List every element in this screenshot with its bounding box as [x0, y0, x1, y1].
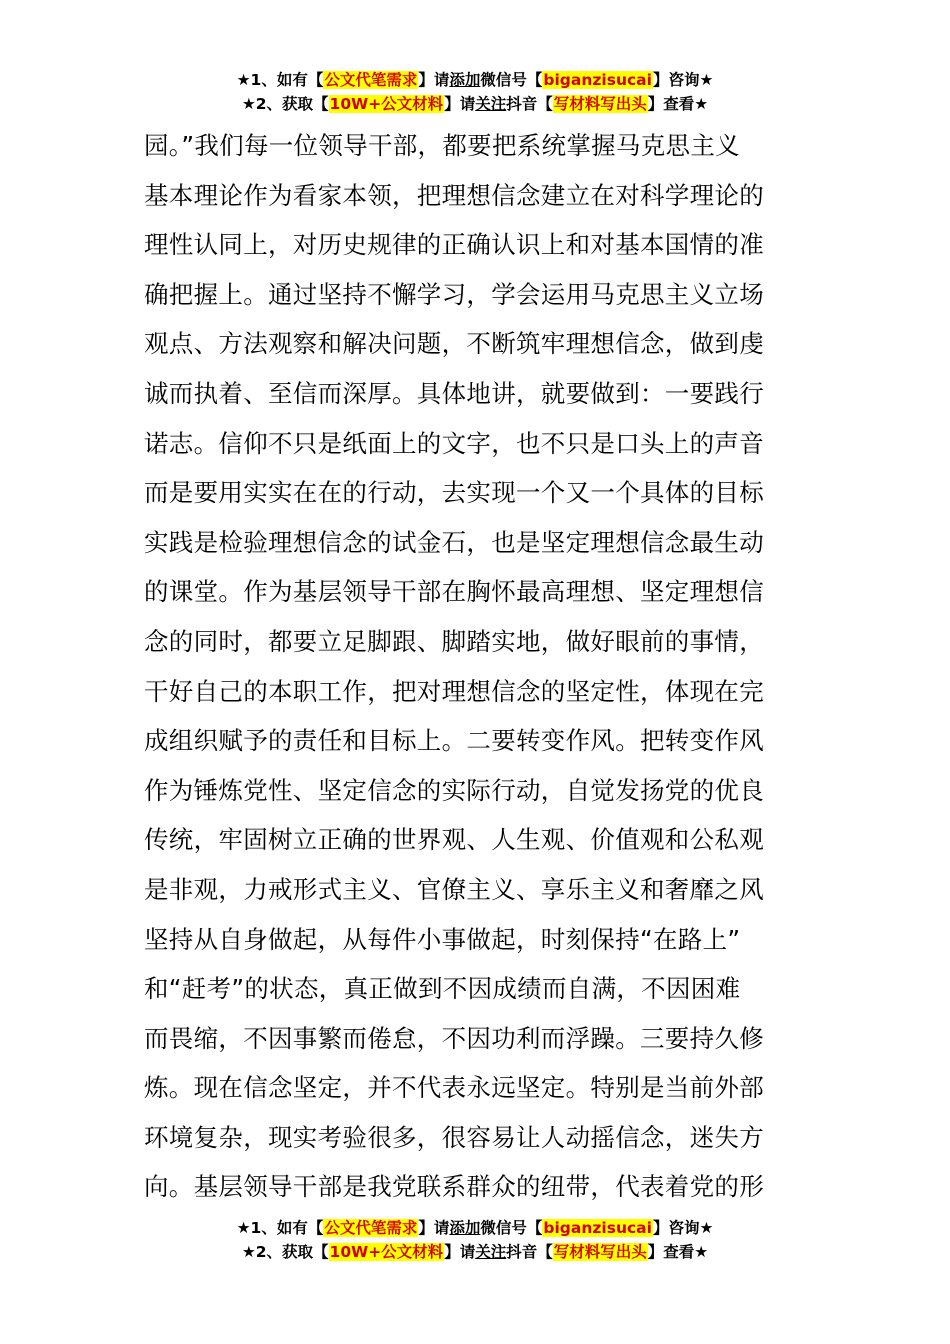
- body-line: 向。基层领导干部是我党联系群众的纽带，代表着党的形: [144, 1172, 764, 1202]
- banner-emphasis: 添加: [449, 1219, 481, 1237]
- body-line: 念的同时，都要立足脚跟、脚踏实地，做好眼前的事情，: [144, 626, 764, 656]
- body-line: 诺志。信仰不只是纸面上的文字，也不只是口头上的声音: [144, 428, 764, 458]
- banner-highlight: 公文代笔需求: [324, 1219, 418, 1237]
- body-line: 理性认同上，对历史规律的正确认识上和对基本国情的准: [144, 230, 764, 260]
- banner-line-2: [0, 1240, 950, 1264]
- banner-emphasis: 关注: [475, 1243, 507, 1261]
- body-line: 确把握上。通过坚持不懈学习，学会运用马克思主义立场: [144, 279, 764, 309]
- banner-highlight: biganzisucai: [543, 1219, 652, 1237]
- body-line: 炼。现在信念坚定，并不代表永远坚定。特别是当前外部: [144, 1073, 764, 1103]
- body-line: 诚而执着、至信而深厚。具体地讲，就要做到：一要践行: [144, 378, 764, 408]
- banner-text: 】咨询★: [652, 1219, 714, 1237]
- banner-line-2: [0, 92, 950, 116]
- banner-text: ★2、获取【: [241, 1243, 329, 1261]
- footer-banner: [0, 1216, 950, 1264]
- body-line: 和“赶考”的状态，真正做到不因成绩而自满，不因困难: [144, 974, 741, 1004]
- body-line: 基本理论作为看家本领，把理想信念建立在对科学理论的: [144, 180, 764, 210]
- banner-text: 】请: [418, 1219, 450, 1237]
- banner-text: ★2、获取【: [241, 95, 329, 113]
- banner-highlight: biganzisucai: [543, 71, 652, 89]
- banner-text: 微信号【: [480, 71, 543, 89]
- body-line: 环境复杂，现实考验很多，很容易让人动摇信念，迷失方: [144, 1122, 764, 1152]
- body-line: 观点、方法观察和解决问题，不断筑牢理想信念，做到虔: [144, 329, 764, 359]
- header-banner: [0, 68, 950, 116]
- banner-text: 】查看★: [647, 1243, 709, 1261]
- body-line: 干好自己的本职工作，把对理想信念的坚定性，体现在完: [144, 676, 764, 706]
- banner-text: 】查看★: [647, 95, 709, 113]
- banner-highlight: 10W+公文材料: [329, 1243, 444, 1261]
- banner-highlight: 写材料写出头: [553, 95, 647, 113]
- banner-text: 】请: [444, 95, 476, 113]
- banner-text: 抖音【: [506, 95, 553, 113]
- banner-emphasis: 添加: [449, 71, 481, 89]
- banner-emphasis: 关注: [475, 95, 507, 113]
- body-line: 成组织赋予的责任和目标上。二要转变作风。把转变作风: [144, 726, 764, 756]
- banner-highlight: 10W+公文材料: [329, 95, 444, 113]
- body-line: 作为锤炼党性、坚定信念的实际行动，自觉发扬党的优良: [144, 775, 764, 805]
- body-line: 传统，牢固树立正确的世界观、人生观、价值观和公私观: [144, 825, 764, 855]
- banner-line-1: [0, 1216, 950, 1240]
- banner-text: ★1、如有【: [236, 71, 324, 89]
- body-line: 坚持从自身做起，从每件小事做起，时刻保持“在路上”: [144, 924, 741, 954]
- banner-highlight: 公文代笔需求: [324, 71, 418, 89]
- banner-line-1: [0, 68, 950, 92]
- body-paragraph: [144, 121, 814, 1212]
- body-line: 而畏缩，不因事繁而倦怠，不因功利而浮躁。三要持久修: [144, 1023, 764, 1053]
- body-line: 园。”我们每一位领导干部，都要把系统掌握马克思主义: [144, 131, 740, 160]
- banner-text: 抖音【: [506, 1243, 553, 1261]
- banner-text: ★1、如有【: [236, 1219, 324, 1237]
- banner-text: 】请: [444, 1243, 476, 1261]
- body-line: 而是要用实实在在的行动，去实现一个又一个具体的目标: [144, 478, 764, 508]
- body-line: 实践是检验理想信念的试金石，也是坚定理想信念最生动: [144, 527, 764, 557]
- banner-text: 微信号【: [480, 1219, 543, 1237]
- body-line: 的课堂。作为基层领导干部在胸怀最高理想、坚定理想信: [144, 577, 764, 607]
- banner-text: 】请: [418, 71, 450, 89]
- banner-text: 】咨询★: [652, 71, 714, 89]
- banner-highlight: 写材料写出头: [553, 1243, 647, 1261]
- body-line: 是非观，力戒形式主义、官僚主义、享乐主义和奢靡之风: [144, 874, 764, 904]
